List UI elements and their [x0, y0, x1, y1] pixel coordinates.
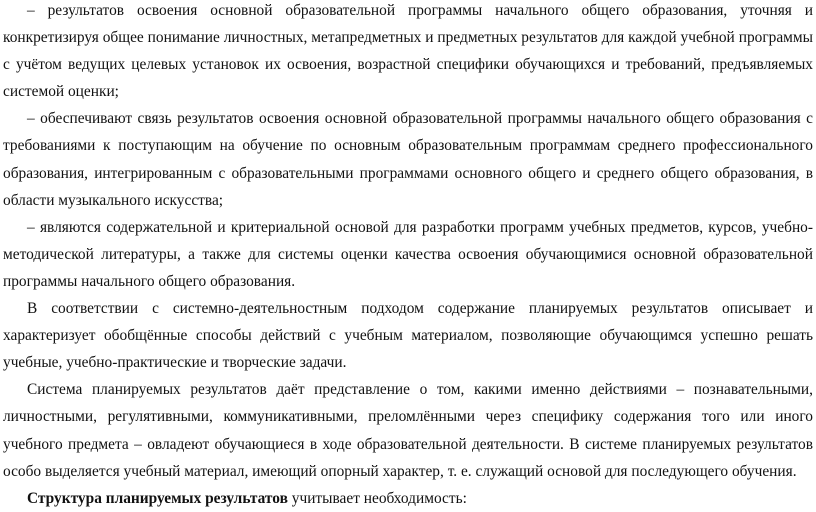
paragraph-results-system: Система планируемых результатов даёт представление о том, какими именно действиями – познавательными, личностными, регулятивными, коммуникативными, преломлёнными через специфику содержания того или иного учебного предмета – овладеют обучающиеся в ходе образовательной деятельности. В системе планируемых результатов особо выделяется учебный материал, имеющий опорный характер, т. е. служащий основой для последующего обучения.	[3, 381, 813, 480]
paragraph-structure-heading	[3, 485, 813, 512]
paragraph-results-concretization: – результатов освоения основной образовательной программы начального общего образования, уточняя и конкретизируя общее понимание личностных, метапредметных и предметных результатов для каждой учебной программы с учётом ведущих целевых установок их освоения, возрастной специфики обучающихся и требований, предъявляемых системой оценки;	[3, 2, 813, 101]
paragraph-criterial-basis: – являются содержательной и критериальной основой для разработки программ учебных предметов, курсов, учебно-методической литературы, а также для системы оценки качества освоения обучающимися основной образовательной программы начального общего образования.	[3, 218, 813, 290]
structure-rest-text: учитывает необходимость:	[287, 489, 467, 507]
paragraph-activity-approach: В соответствии с системно-деятельностным подходом содержание планируемых результатов описывает и характеризует обобщённые способы действий с учебным материалом, позволяющие обучающимся успешно решать учебные, учебно-практические и творческие задачи.	[3, 300, 813, 372]
structure-bold-label: Структура планируемых результатов	[27, 489, 288, 507]
paragraph-link-with-requirements: – обеспечивают связь результатов освоения основной образовательной программы начального общего образования с требованиями к поступающим на обучение по основным образовательным программам среднего профессионального образования, интегрированным с образовательными программами основного общего и среднего общего образования, в области музыкального искусства;	[3, 110, 813, 209]
